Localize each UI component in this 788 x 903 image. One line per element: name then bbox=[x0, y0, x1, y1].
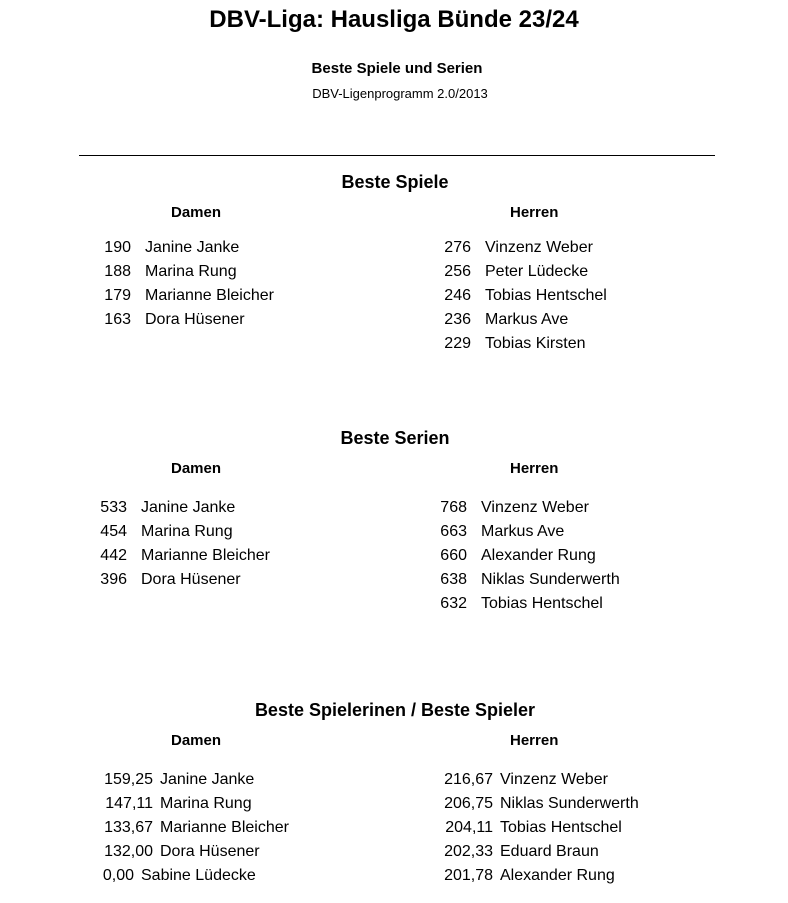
score-value: 236 bbox=[444, 311, 471, 328]
player-name: Marina Rung bbox=[145, 263, 237, 280]
list-item bbox=[81, 866, 289, 890]
damen-column-header: Damen bbox=[171, 204, 222, 221]
player-name: Tobias Hentschel bbox=[500, 819, 622, 836]
score-value: 246 bbox=[444, 287, 471, 304]
damen-column-header: Damen bbox=[171, 460, 222, 477]
player-name: Sabine Lüdecke bbox=[141, 867, 256, 884]
score-value: 229 bbox=[444, 335, 471, 352]
player-name: Janine Janke bbox=[141, 499, 236, 516]
list-item bbox=[440, 818, 639, 842]
player-name: Dora Hüsener bbox=[160, 843, 260, 860]
player-name: Niklas Sunderwerth bbox=[500, 795, 639, 812]
section-title: Beste Spielerinen / Beste Spieler bbox=[254, 700, 536, 720]
average-value: 216,67 bbox=[444, 771, 493, 788]
player-name: Dora Hüsener bbox=[141, 571, 241, 588]
player-name: Tobias Hentschel bbox=[481, 595, 603, 612]
list-item bbox=[100, 498, 270, 522]
average-value: 0,00 bbox=[102, 867, 134, 884]
list-item bbox=[440, 594, 620, 618]
list-item bbox=[104, 262, 274, 286]
player-name: Tobias Hentschel bbox=[485, 287, 607, 304]
score-value: 660 bbox=[440, 547, 467, 564]
score-value: 768 bbox=[440, 499, 467, 516]
player-name: Marianne Bleicher bbox=[160, 819, 289, 836]
list-item bbox=[100, 842, 289, 866]
list-item bbox=[444, 238, 607, 262]
damen-list bbox=[100, 498, 270, 594]
player-name: Vinzenz Weber bbox=[485, 239, 593, 256]
program-version: DBV-Ligenprogramm 2.0/2013 bbox=[312, 86, 488, 101]
score-value: 276 bbox=[444, 239, 471, 256]
list-item bbox=[444, 310, 607, 334]
score-value: 179 bbox=[104, 287, 131, 304]
player-name: Eduard Braun bbox=[500, 843, 599, 860]
average-value: 206,75 bbox=[444, 795, 493, 812]
average-value: 132,00 bbox=[104, 843, 153, 860]
document-subtitle: Beste Spiele und Serien bbox=[311, 60, 483, 77]
list-item bbox=[444, 334, 607, 358]
list-item bbox=[104, 286, 274, 310]
section-title: Beste Spiele bbox=[341, 172, 449, 192]
list-item bbox=[104, 310, 274, 334]
player-name: Markus Ave bbox=[485, 311, 569, 328]
list-item bbox=[100, 770, 289, 794]
score-value: 638 bbox=[440, 571, 467, 588]
document-title: DBV-Liga: Hausliga Bünde 23/24 bbox=[209, 6, 579, 33]
list-item bbox=[100, 522, 270, 546]
player-name: Janine Janke bbox=[160, 771, 255, 788]
score-value: 533 bbox=[100, 499, 127, 516]
average-value: 133,67 bbox=[104, 819, 153, 836]
player-name: Niklas Sunderwerth bbox=[481, 571, 620, 588]
player-name: Alexander Rung bbox=[500, 867, 615, 884]
player-name: Vinzenz Weber bbox=[481, 499, 589, 516]
average-value: 159,25 bbox=[104, 771, 153, 788]
score-value: 632 bbox=[440, 595, 467, 612]
list-item bbox=[104, 238, 274, 262]
header-divider bbox=[79, 155, 715, 156]
list-item bbox=[440, 522, 620, 546]
average-value: 204,11 bbox=[445, 819, 493, 836]
player-name: Dora Hüsener bbox=[145, 311, 245, 328]
list-item bbox=[100, 818, 289, 842]
list-item bbox=[440, 842, 639, 866]
herren-list bbox=[444, 238, 607, 358]
player-name: Marianne Bleicher bbox=[141, 547, 270, 564]
player-name: Alexander Rung bbox=[481, 547, 596, 564]
list-item bbox=[440, 866, 639, 890]
damen-column-header: Damen bbox=[171, 732, 222, 749]
herren-column-header: Herren bbox=[510, 460, 559, 477]
player-name: Marina Rung bbox=[141, 523, 233, 540]
player-name: Peter Lüdecke bbox=[485, 263, 589, 280]
herren-column-header: Herren bbox=[510, 732, 559, 749]
score-value: 188 bbox=[104, 263, 131, 280]
damen-list bbox=[100, 770, 289, 890]
player-name: Marianne Bleicher bbox=[145, 287, 274, 304]
list-item bbox=[444, 286, 607, 310]
herren-list bbox=[440, 770, 639, 890]
score-value: 442 bbox=[100, 547, 127, 564]
score-value: 190 bbox=[104, 239, 131, 256]
damen-list bbox=[104, 238, 274, 334]
score-value: 396 bbox=[100, 571, 127, 588]
list-item bbox=[444, 262, 607, 286]
player-name: Vinzenz Weber bbox=[500, 771, 608, 788]
herren-column-header: Herren bbox=[510, 204, 559, 221]
score-value: 256 bbox=[444, 263, 471, 280]
score-value: 163 bbox=[104, 311, 131, 328]
average-value: 202,33 bbox=[444, 843, 493, 860]
list-item bbox=[440, 546, 620, 570]
list-item bbox=[100, 546, 270, 570]
player-name: Markus Ave bbox=[481, 523, 565, 540]
list-item bbox=[100, 794, 289, 818]
list-item bbox=[440, 770, 639, 794]
score-value: 663 bbox=[440, 523, 467, 540]
list-item bbox=[440, 498, 620, 522]
section-title: Beste Serien bbox=[340, 428, 450, 448]
player-name: Janine Janke bbox=[145, 239, 240, 256]
average-value: 147,11 bbox=[105, 795, 153, 812]
list-item bbox=[100, 570, 270, 594]
list-item bbox=[440, 794, 639, 818]
player-name: Tobias Kirsten bbox=[485, 335, 586, 352]
score-value: 454 bbox=[100, 523, 127, 540]
list-item bbox=[440, 570, 620, 594]
player-name: Marina Rung bbox=[160, 795, 252, 812]
average-value: 201,78 bbox=[444, 867, 493, 884]
herren-list bbox=[440, 498, 620, 618]
